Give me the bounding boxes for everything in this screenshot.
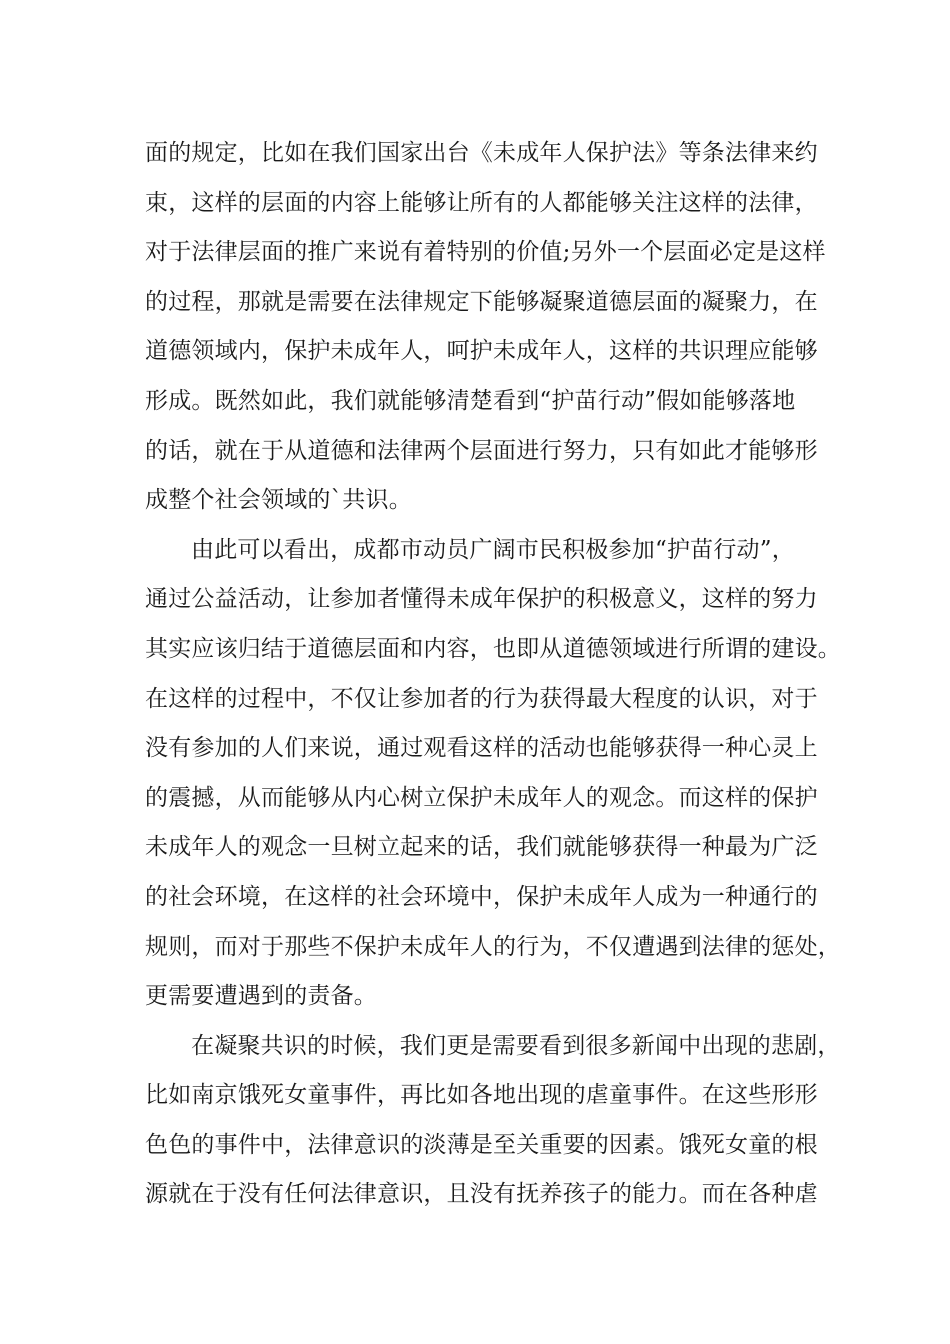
paragraph-2-line-7: 未成年人的观念一旦树立起来的话，我们就能够获得一种最为广泛 (145, 834, 818, 861)
paragraph-3-line-4: 源就在于没有任何法律意识，且没有抚养孩子的能力。而在各种虐 (145, 1181, 818, 1208)
paragraph-2-line-10: 更需要遭遇到的责备。 (145, 983, 377, 1010)
paragraph-2-line-6: 的震撼，从而能够从内心树立保护未成年人的观念。而这样的保护 (145, 784, 818, 811)
document-body (145, 129, 841, 1220)
paragraph-3-line-3: 色色的事件中，法律意识的淡薄是至关重要的因素。饿死女童的根 (145, 1131, 818, 1158)
paragraph-1-line-7: 的话，就在于从道德和法律两个层面进行努力，只有如此才能够形 (145, 437, 818, 464)
paragraph-1-line-2: 束，这样的层面的内容上能够让所有的人都能够关注这样的法律， (145, 189, 818, 216)
paragraph-1-line-6: 形成。既然如此，我们就能够清楚看到“护苗行动”假如能够落地 (145, 387, 796, 414)
paragraph-3-line-2: 比如南京饿死女童事件，再比如各地出现的虐童事件。在这些形形 (145, 1082, 818, 1109)
paragraph-1-line-5: 道德领域内，保护未成年人，呵护未成年人，这样的共识理应能够 (145, 338, 818, 365)
paragraph-2-line-5: 没有参加的人们来说，通过观看这样的活动也能够获得一种心灵上 (145, 735, 818, 762)
paragraph-1-line-4: 的过程，那就是需要在法律规定下能够凝聚道德层面的凝聚力，在 (145, 288, 818, 315)
paragraph-1-line-1: 面的规定，比如在我们国家出台《未成年人保护法》等条法律来约 (145, 140, 818, 166)
paragraph-2-line-4: 在这样的过程中，不仅让参加者的行为获得最大程度的认识，对于 (145, 685, 818, 712)
paragraph-3-line-1: 在凝聚共识的时候，我们更是需要看到很多新闻中出现的悲剧， (191, 1032, 841, 1059)
paragraph-2-line-1: 由此可以看出，成都市动员广阔市民积极参加“护苗行动”， (191, 536, 795, 563)
paragraph-2-line-9: 规则，而对于那些不保护未成年人的行为，不仅遭遇到法律的惩处， (145, 933, 841, 960)
paragraph-1-line-8: 成整个社会领域的`共识。 (145, 487, 412, 514)
paragraph-1-line-3: 对于法律层面的推广来说有着特别的价值;另外一个层面必定是这样 (145, 239, 826, 266)
paragraph-2-line-8: 的社会环境，在这样的社会环境中，保护未成年人成为一种通行的 (145, 883, 818, 910)
paragraph-2-line-3: 其实应该归结于道德层面和内容，也即从道德领域进行所谓的建设。 (145, 635, 841, 662)
paragraph-2-line-2: 通过公益活动，让参加者懂得未成年保护的积极意义，这样的努力 (145, 586, 818, 613)
